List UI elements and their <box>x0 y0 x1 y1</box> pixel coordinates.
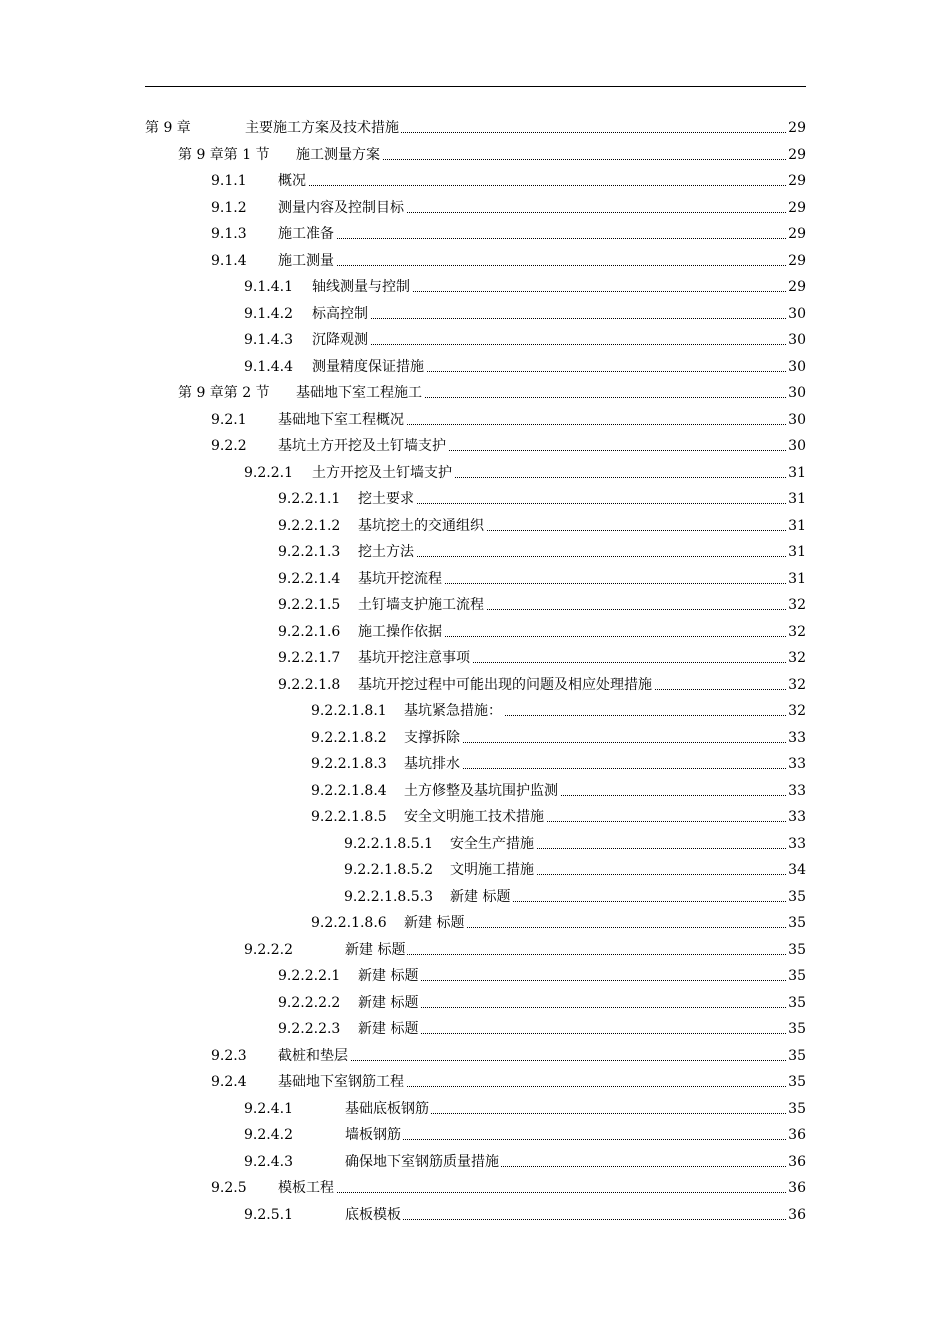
toc-entry-title: 施工准备 <box>278 226 334 242</box>
toc-entry-title: 挖土要求 <box>358 491 414 507</box>
toc-entry-title: 墙板钢筋 <box>345 1127 401 1143</box>
toc-dot-leader <box>345 954 786 955</box>
toc-entry-page: 35 <box>788 1100 806 1117</box>
toc-entry-page: 29 <box>788 226 806 242</box>
toc-entry[interactable] <box>278 966 806 986</box>
toc-entry-number: 9.2.2.1.8.6 <box>311 915 387 931</box>
toc-entry-number: 9.2.2.1.8.5.3 <box>344 888 434 905</box>
toc-entry-page: 29 <box>788 146 806 163</box>
toc-entry-page: 29 <box>788 173 806 189</box>
toc-entry-title: 基坑排水 <box>404 756 460 772</box>
toc-entry[interactable] <box>178 145 806 165</box>
toc-entry-title: 模板工程 <box>278 1180 334 1196</box>
toc-entry-number: 9.1.4 <box>211 252 247 269</box>
toc-entry-number: 9.2.2.1.8.4 <box>311 782 387 799</box>
toc-entry-number: 9.2.2.1.1 <box>278 491 341 507</box>
toc-dot-leader <box>345 1219 786 1220</box>
toc-entry-title: 土方开挖及土钉墙支护 <box>312 464 452 481</box>
toc-entry[interactable] <box>244 1152 806 1172</box>
toc-dot-leader <box>278 1192 786 1193</box>
toc-dot-leader <box>358 1033 786 1034</box>
toc-entry[interactable] <box>344 887 806 907</box>
toc-entry[interactable] <box>211 410 806 430</box>
toc-entry[interactable] <box>311 701 806 721</box>
toc-entry-page: 30 <box>788 438 806 454</box>
toc-entry[interactable] <box>311 913 806 933</box>
toc-entry-number: 9.2.2.1.8 <box>278 676 341 693</box>
toc-entry-title: 施工测量方案 <box>296 146 380 163</box>
toc-entry-number: 9.2.3 <box>211 1047 247 1064</box>
toc-entry-title: 施工测量 <box>278 252 334 269</box>
toc-entry-title: 文明施工措施 <box>450 862 534 878</box>
toc-entry-title: 确保地下室钢筋质量措施 <box>345 1153 499 1170</box>
toc-entry-page: 33 <box>788 782 806 799</box>
toc-dot-leader <box>312 318 786 319</box>
toc-dot-leader <box>312 344 786 345</box>
toc-entry-page: 31 <box>788 570 806 587</box>
toc-entry-page: 31 <box>788 464 806 481</box>
toc-entry-page: 29 <box>788 199 806 216</box>
toc-entry[interactable] <box>278 489 806 509</box>
toc-entry-number: 9.2.2.2.2 <box>278 994 341 1011</box>
toc-entry[interactable] <box>244 277 806 297</box>
toc-entry-title: 基础地下室钢筋工程 <box>278 1074 404 1090</box>
toc-entry-number: 9.2.2.1.5 <box>278 597 341 613</box>
toc-entry-title: 基坑开挖过程中可能出现的问题及相应处理措施 <box>358 676 652 693</box>
toc-entry-number: 9.1.3 <box>211 226 247 242</box>
toc-entry-number: 9.1.4.3 <box>244 332 293 348</box>
toc-dot-leader <box>278 238 786 239</box>
toc-entry-number: 第 9 章第 2 节 <box>178 385 270 401</box>
toc-entry[interactable] <box>211 1046 806 1066</box>
toc-entry-number: 9.1.2 <box>211 199 247 216</box>
toc-entry[interactable] <box>244 304 806 324</box>
toc-entry[interactable] <box>211 251 806 271</box>
toc-entry-page: 33 <box>788 756 806 772</box>
toc-entry[interactable] <box>244 463 806 483</box>
toc-entry-title: 支撑拆除 <box>404 729 460 746</box>
toc-entry-number: 9.1.1 <box>211 173 247 189</box>
toc-entry-title: 新建 标题 <box>404 915 465 931</box>
toc-entry[interactable] <box>178 383 806 403</box>
toc-entry-number: 9.2.2.2.3 <box>278 1021 341 1037</box>
toc-dot-leader <box>278 1060 786 1061</box>
toc-entry-title: 标高控制 <box>312 305 368 322</box>
toc-entry-title: 新建 标题 <box>345 941 406 958</box>
toc-entry-page: 35 <box>788 941 806 958</box>
toc-entry-number: 9.2.2.2.1 <box>278 968 341 984</box>
toc-entry[interactable] <box>278 648 806 668</box>
toc-dot-leader <box>278 185 786 186</box>
toc-entry-title: 基础地下室工程概况 <box>278 411 404 428</box>
toc-entry-title: 测量内容及控制目标 <box>278 199 404 216</box>
toc-entry-page: 30 <box>788 358 806 375</box>
toc-dot-leader <box>358 980 786 981</box>
toc-entry-number: 9.1.4.2 <box>244 305 293 322</box>
toc-entry-number: 第 9 章第 1 节 <box>178 146 270 163</box>
toc-entry-number: 9.2.1 <box>211 411 247 428</box>
toc-entry-title: 基坑开挖注意事项 <box>358 650 470 666</box>
toc-entry-title: 基础地下室工程施工 <box>296 385 422 401</box>
toc-entry-number: 9.2.5.1 <box>244 1206 293 1223</box>
toc-dot-leader <box>358 503 786 504</box>
toc-entry-title: 新建 标题 <box>358 968 419 984</box>
toc-entry-title: 安全生产措施 <box>450 835 534 852</box>
toc-entry[interactable] <box>344 860 806 880</box>
toc-entry-title: 土方修整及基坑围护监测 <box>404 782 558 799</box>
toc-entry[interactable] <box>211 171 806 191</box>
toc-entry-number: 9.2.4.1 <box>244 1100 293 1117</box>
toc-dot-leader <box>358 556 786 557</box>
toc-entry-title: 施工操作依据 <box>358 623 442 640</box>
toc-entry-title: 安全文明施工技术措施 <box>404 809 544 825</box>
toc-entry-title: 沉降观测 <box>312 332 368 348</box>
toc-entry[interactable] <box>211 224 806 244</box>
toc-entry-number: 9.2.2.1.8.5 <box>311 809 387 825</box>
toc-entry-number: 9.2.2.1.7 <box>278 650 341 666</box>
toc-entry-number: 9.2.2.1 <box>244 464 293 481</box>
toc-entry-title: 新建 标题 <box>358 994 419 1011</box>
toc-entry[interactable] <box>278 675 806 695</box>
toc-entry-page: 34 <box>788 862 806 878</box>
toc-entry-page: 31 <box>788 544 806 560</box>
toc-entry[interactable] <box>278 622 806 642</box>
toc-entry-page: 33 <box>788 835 806 852</box>
toc-entry[interactable] <box>211 436 806 456</box>
toc-entry[interactable] <box>244 1125 806 1145</box>
toc-entry[interactable] <box>311 781 806 801</box>
toc-entry-page: 35 <box>788 915 806 931</box>
toc-entry-page: 29 <box>788 120 806 136</box>
toc-entry-page: 30 <box>788 332 806 348</box>
toc-entry-title: 截桩和垫层 <box>278 1047 348 1064</box>
toc-entry[interactable] <box>244 1099 806 1119</box>
toc-entry[interactable] <box>244 1205 806 1225</box>
toc-entry-page: 32 <box>788 703 806 719</box>
toc-entry[interactable] <box>311 807 806 827</box>
toc-entry-title: 基坑土方开挖及土钉墙支护 <box>278 438 446 454</box>
toc-entry-number: 第 9 章 <box>145 120 191 136</box>
toc-entry[interactable] <box>244 940 806 960</box>
toc-entry-number: 9.2.2.1.3 <box>278 544 341 560</box>
toc-entry-title: 底板模板 <box>345 1206 401 1223</box>
toc-entry-title: 测量精度保证措施 <box>312 358 424 375</box>
toc-entry-number: 9.2.4 <box>211 1074 247 1090</box>
toc-entry[interactable] <box>211 1178 806 1198</box>
toc-entry-page: 33 <box>788 809 806 825</box>
toc-entry-title: 基坑开挖流程 <box>358 570 442 587</box>
toc-entry[interactable] <box>244 330 806 350</box>
toc-entry[interactable] <box>344 834 806 854</box>
toc-entry[interactable] <box>211 1072 806 1092</box>
toc-entry-title: 主要施工方案及技术措施 <box>245 120 399 136</box>
toc-entry-title: 新建 标题 <box>358 1021 419 1037</box>
toc-entry-number: 9.2.2.1.8.3 <box>311 756 387 772</box>
toc-entry-page: 35 <box>788 994 806 1011</box>
toc-dot-leader <box>345 1139 786 1140</box>
toc-entry[interactable] <box>278 542 806 562</box>
toc-entry-title: 轴线测量与控制 <box>312 279 410 295</box>
toc-entry-title: 土钉墙支护施工流程 <box>358 597 484 613</box>
toc-entry-number: 9.2.2.1.8.5.1 <box>344 835 434 852</box>
toc-entry[interactable] <box>311 728 806 748</box>
toc-entry-page: 31 <box>788 517 806 534</box>
toc-entry-title: 基坑挖土的交通组织 <box>358 517 484 534</box>
toc-entry[interactable] <box>278 516 806 536</box>
toc-entry-title: 新建 标题 <box>450 888 511 905</box>
toc-entry-number: 9.2.2.1.6 <box>278 623 341 640</box>
toc-dot-leader <box>358 1007 786 1008</box>
toc-dot-leader <box>278 265 786 266</box>
toc-entry-page: 32 <box>788 650 806 666</box>
toc-entry-page: 31 <box>788 491 806 507</box>
toc-entry-page: 36 <box>788 1180 806 1196</box>
toc-entry[interactable] <box>278 569 806 589</box>
toc-entry-page: 35 <box>788 1074 806 1090</box>
toc-entry-page: 30 <box>788 411 806 428</box>
toc-entry-page: 32 <box>788 597 806 613</box>
toc-entry-number: 9.2.2.1.4 <box>278 570 341 587</box>
toc-entry-page: 35 <box>788 1021 806 1037</box>
toc-entry-page: 36 <box>788 1127 806 1143</box>
toc-entry-page: 29 <box>788 279 806 295</box>
toc-entry-number: 9.2.5 <box>211 1180 247 1196</box>
toc-entry-page: 35 <box>788 1047 806 1064</box>
toc-entry-number: 9.2.4.2 <box>244 1127 293 1143</box>
toc-entry[interactable] <box>211 198 806 218</box>
toc-entry[interactable] <box>278 993 806 1013</box>
toc-entry-page: 32 <box>788 623 806 640</box>
toc-entry[interactable] <box>145 118 806 138</box>
toc-entry-page: 29 <box>788 252 806 269</box>
toc-entry-title: 挖土方法 <box>358 544 414 560</box>
toc-entry-number: 9.2.2.1.8.2 <box>311 729 387 746</box>
toc-entry-number: 9.1.4.4 <box>244 358 293 375</box>
toc-entry[interactable] <box>311 754 806 774</box>
toc-entry-number: 9.2.2.1.8.1 <box>311 703 387 719</box>
toc-entry-number: 9.2.2.2 <box>244 941 293 958</box>
toc-entry-page: 36 <box>788 1206 806 1223</box>
toc-entry[interactable] <box>244 357 806 377</box>
toc-entry-number: 9.2.4.3 <box>244 1153 293 1170</box>
toc-entry-page: 30 <box>788 305 806 322</box>
toc-entry-page: 35 <box>788 888 806 905</box>
toc-entry-number: 9.2.2.1.8.5.2 <box>344 862 434 878</box>
toc-entry-page: 30 <box>788 385 806 401</box>
toc-entry-title: 基础底板钢筋 <box>345 1100 429 1117</box>
toc-entry-number: 9.1.4.1 <box>244 279 293 295</box>
toc-entry-title: 基坑紧急措施： <box>404 703 502 719</box>
toc-entry-title: 概况 <box>278 173 306 189</box>
toc-entry-page: 32 <box>788 676 806 693</box>
toc-entry[interactable] <box>278 1019 806 1039</box>
toc-entry[interactable] <box>278 595 806 615</box>
toc-entry-number: 9.2.2 <box>211 438 247 454</box>
toc-entry-page: 36 <box>788 1153 806 1170</box>
toc-entry-page: 35 <box>788 968 806 984</box>
toc-entry-page: 33 <box>788 729 806 746</box>
toc-entry-number: 9.2.2.1.2 <box>278 517 341 534</box>
